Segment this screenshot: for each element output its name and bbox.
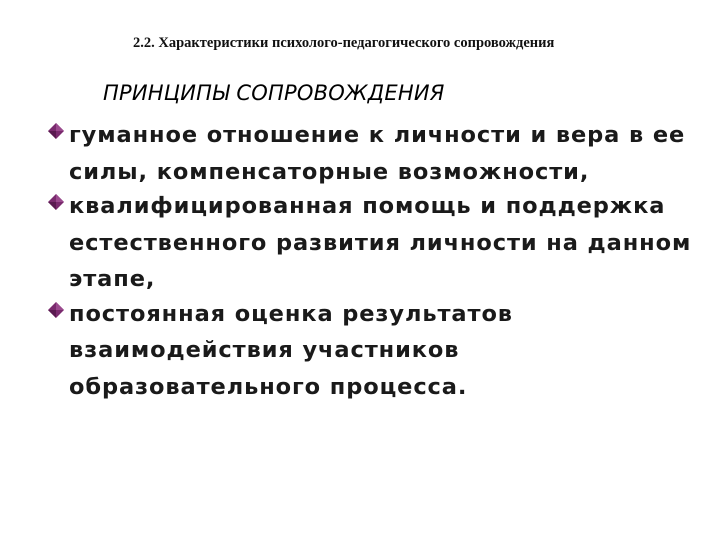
bullet-text-1: гуманное отношение к личности и вера в ее силы, компенсаторные возможности, [69, 122, 686, 185]
bullet-text-3: постоянная оценка результатов взаимодействия участников образовательного процесса. [69, 300, 513, 400]
bullet-item-1 [48, 117, 698, 190]
header-title: 2.2. Характеристики психолого-педагогического сопровождения [133, 35, 555, 51]
principles-heading: ПРИНЦИПЫ СОПРОВОЖДЕНИЯ [103, 81, 445, 105]
bullet-text-2: квалифицированная помощь и поддержка естественного развития личности на данном этапе, [69, 193, 692, 292]
diamond-bullet-icon [48, 302, 64, 318]
bullet-item-2 [48, 188, 698, 298]
diamond-bullet-icon [48, 194, 64, 210]
diamond-bullet-icon [48, 123, 64, 139]
bullet-list [48, 119, 698, 405]
bullet-item-3 [48, 296, 698, 406]
